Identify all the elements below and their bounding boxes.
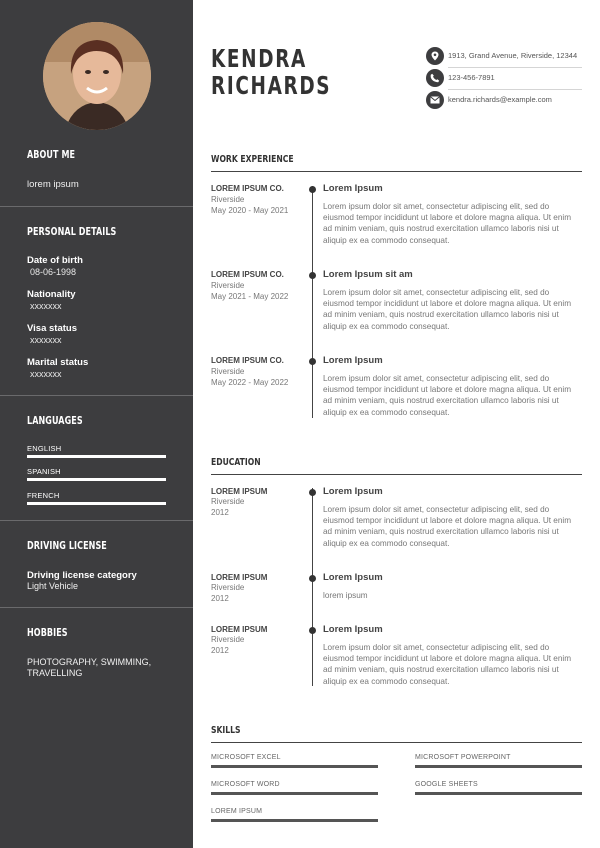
skill-bar — [211, 792, 378, 795]
language-label: SPANISH — [27, 467, 61, 476]
entry-title: Lorem Ipsum sit am — [323, 269, 413, 280]
language-bar — [27, 478, 166, 481]
entry-place: Riverside — [211, 195, 245, 204]
skill-bar — [211, 819, 378, 822]
entry-description: lorem ipsum — [323, 591, 368, 600]
entry-description: Lorem ipsum dolor sit amet, consectetur adipiscing elit, sed do eiusmod tempor incididunt ut labore et dolore magna aliqua. Ut enim ad minim veniam, quis nostrud exercitation ullamco laboris nisi ut aliquip ex ea commodo consequat. — [323, 643, 572, 686]
entry-date: 2012 — [211, 508, 229, 517]
timeline-dot — [309, 186, 316, 193]
language-bar — [27, 455, 166, 458]
marital-label: Marital status — [27, 357, 89, 368]
divider — [0, 206, 193, 207]
entry-place: Riverside — [211, 367, 245, 376]
visa-value: xxxxxxx — [30, 335, 62, 345]
section-divider — [211, 742, 582, 743]
contact-phone — [426, 68, 582, 90]
entry-description: Lorem ipsum dolor sit amet, consectetur adipiscing elit, sed do eiusmod tempor incididunt ut labore et dolore magna aliqua. Ut enim ad minim veniam, quis nostrud exercitation ullamco laboris nisi ut aliquip ex ea commodo consequat. — [323, 202, 572, 245]
about-title: ABOUT ME — [27, 149, 76, 161]
personal-title: PERSONAL DETAILS — [27, 226, 117, 238]
email-icon — [426, 91, 444, 109]
language-label: ENGLISH — [27, 444, 62, 453]
entry-description: Lorem ipsum dolor sit amet, consectetur adipiscing elit, sed do eiusmod tempor incididunt ut labore et dolore magna aliqua. Ut enim ad minim veniam, quis nostrud exercitation ullamco laboris nisi ut aliquip ex ea commodo consequat. — [323, 288, 572, 331]
entry-place: Riverside — [211, 635, 245, 644]
about-text: lorem ipsum — [27, 179, 79, 190]
entry-org: LOREM IPSUM CO. — [211, 184, 284, 193]
divider — [0, 520, 193, 521]
driving-title: DRIVING LICENSE — [27, 540, 107, 552]
education-timeline — [312, 488, 313, 686]
entry-place: Riverside — [211, 281, 245, 290]
dob-value: 08-06-1998 — [30, 267, 77, 277]
skill-bar — [415, 765, 582, 768]
first-name: KENDRA — [211, 44, 307, 73]
skills-title: SKILLS — [211, 725, 241, 736]
skill-label: MICROSOFT EXCEL — [211, 754, 281, 761]
entry-date: May 2020 - May 2021 — [211, 206, 289, 215]
work-title: WORK EXPERIENCE — [211, 154, 294, 165]
entry-title: Lorem Ipsum — [323, 486, 383, 497]
skill-label: MICROSOFT WORD — [211, 781, 280, 788]
skill-label: LOREM IPSUM — [211, 808, 263, 815]
contact-address — [426, 46, 582, 68]
language-bar — [27, 502, 166, 505]
section-divider — [211, 474, 582, 475]
email-link[interactable]: kendra.richards@example.com — [448, 95, 552, 104]
phone-text: 123-456-7891 — [448, 73, 495, 82]
location-pin-icon — [426, 47, 444, 65]
entry-org: LOREM IPSUM — [211, 625, 268, 634]
entry-date: 2012 — [211, 594, 229, 603]
hobbies-title: HOBBIES — [27, 627, 68, 639]
profile-photo — [43, 22, 151, 130]
entry-date: May 2022 - May 2022 — [211, 378, 289, 387]
skill-label: GOOGLE SHEETS — [415, 781, 478, 788]
sidebar — [0, 0, 193, 848]
entry-title: Lorem Ipsum — [323, 355, 383, 366]
language-label: FRENCH — [27, 491, 60, 500]
driving-label: Driving license category — [27, 570, 137, 581]
entry-date: May 2021 - May 2022 — [211, 292, 289, 301]
timeline-dot — [309, 489, 316, 496]
section-divider — [211, 171, 582, 172]
entry-title: Lorem Ipsum — [323, 183, 383, 194]
visa-label: Visa status — [27, 323, 77, 334]
contact-email[interactable] — [426, 90, 582, 112]
address-text: 1913, Grand Avenue, Riverside, 12344 — [448, 51, 578, 60]
timeline-dot — [309, 627, 316, 634]
timeline-dot — [309, 575, 316, 582]
skill-bar — [415, 792, 582, 795]
entry-org: LOREM IPSUM — [211, 573, 268, 582]
entry-org: LOREM IPSUM CO. — [211, 270, 284, 279]
marital-value: xxxxxxx — [30, 369, 62, 379]
entry-org: LOREM IPSUM — [211, 487, 268, 496]
divider — [0, 395, 193, 396]
divider — [0, 607, 193, 608]
timeline-dot — [309, 272, 316, 279]
entry-place: Riverside — [211, 583, 245, 592]
entry-title: Lorem Ipsum — [323, 572, 383, 583]
hobbies-line: PHOTOGRAPHY, SWIMMING, — [27, 657, 152, 667]
entry-place: Riverside — [211, 497, 245, 506]
entry-description: Lorem ipsum dolor sit amet, consectetur adipiscing elit, sed do eiusmod tempor incididunt ut labore et dolore magna aliqua. Ut enim ad minim veniam, quis nostrud exercitation ullamco laboris nisi ut aliquip ex ea commodo consequat. — [323, 505, 572, 548]
entry-org: LOREM IPSUM CO. — [211, 356, 284, 365]
skill-bar — [211, 765, 378, 768]
entry-title: Lorem Ipsum — [323, 624, 383, 635]
timeline-dot — [309, 358, 316, 365]
hobbies-line: TRAVELLING — [27, 668, 83, 678]
entry-description: Lorem ipsum dolor sit amet, consectetur adipiscing elit, sed do eiusmod tempor incididunt ut labore et dolore magna aliqua. Ut enim ad minim veniam, quis nostrud exercitation ullamco laboris nisi ut aliquip ex ea commodo consequat. — [323, 374, 572, 417]
skill-label: MICROSOFT POWERPOINT — [415, 754, 511, 761]
languages-title: LANGUAGES — [27, 415, 83, 427]
work-timeline — [312, 186, 313, 418]
education-title: EDUCATION — [211, 457, 261, 468]
entry-date: 2012 — [211, 646, 229, 655]
last-name: RICHARDS — [211, 71, 332, 100]
driving-value: Light Vehicle — [27, 581, 79, 591]
phone-icon — [426, 69, 444, 87]
nationality-value: xxxxxxx — [30, 301, 62, 311]
nationality-label: Nationality — [27, 289, 76, 300]
dob-label: Date of birth — [27, 255, 83, 266]
